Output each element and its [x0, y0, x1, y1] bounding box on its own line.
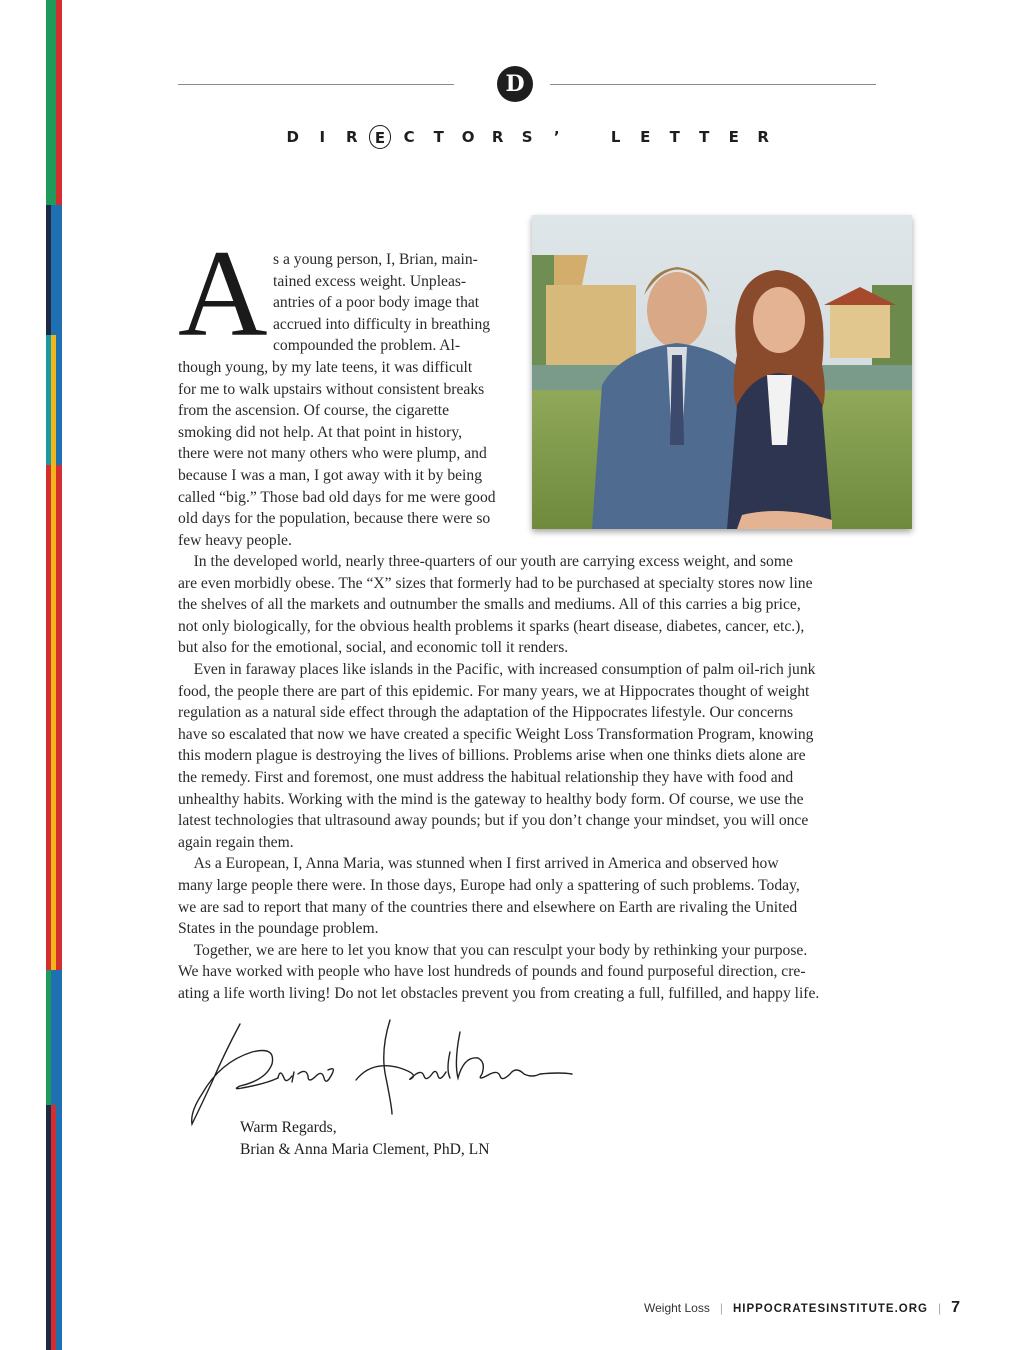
text-line: ating a life worth living! Do not let obstacles prevent you from creating a full, fulfilled, and happy life.: [178, 984, 820, 1002]
text-line: antries of a poor body image that: [273, 294, 480, 312]
section-title-letter: R: [491, 128, 504, 146]
text-line: the shelves of all the markets and outnumber the smalls and mediums. All of this carries a big price,: [178, 596, 801, 614]
text-line: smoking did not help. At that point in history,: [178, 423, 463, 441]
text-line: again regain them.: [178, 833, 294, 851]
section-badge: D: [497, 66, 533, 102]
text-line: latest technologies that ultrasound away pounds; but if you don’t change your mindset, you will once: [178, 812, 809, 830]
text-line: In the developed world, nearly three-quarters of our youth are carrying excess weight, and some: [178, 553, 793, 570]
intro-paragraph-wrapped: [273, 249, 513, 357]
body-paragraphs: [178, 551, 838, 1004]
section-title-letter: R: [757, 128, 769, 146]
section-title-letter: E: [369, 125, 392, 149]
text-line: food, the people there are part of this epidemic. For many years, we at Hippocrates thought of weight: [178, 682, 810, 700]
text-line: though young, by my late teens, it was difficult: [178, 359, 473, 376]
text-line: accrued into difficulty in breathing: [273, 315, 491, 333]
drop-cap: A: [178, 225, 268, 362]
signoff-names: Brian & Anna Maria Clement, PhD, LN: [240, 1141, 490, 1158]
directors-photo: [532, 215, 912, 529]
page-footer: [640, 1299, 960, 1319]
text-line: for me to walk upstairs without consistent breaks: [178, 380, 485, 398]
text-line: not only biologically, for the obvious health problems it sparks (heart disease, diabetes, cancer, etc.),: [178, 617, 805, 635]
section-title-letter: L: [610, 128, 621, 146]
section-title-letter: T: [433, 128, 444, 146]
signoff-greeting: Warm Regards,: [240, 1119, 337, 1136]
section-title-letter: C: [403, 128, 415, 146]
section-title-letter: ’: [553, 128, 560, 146]
section-title-letter: O: [461, 128, 475, 146]
section-title-letter: R: [345, 128, 358, 146]
intro-paragraph-continued: [178, 357, 518, 551]
footer-website-link[interactable]: HIPPOCRATESINSTITUTE.ORG: [732, 1303, 928, 1315]
text-line: have so escalated that now we have created a specific Weight Loss Transformation Program, knowing: [178, 725, 814, 743]
text-line: we are sad to report that many of the countries there and elsewhere on Earth are rivaling the United: [178, 898, 798, 916]
text-line: unhealthy habits. Working with the mind is the gateway to healthy body form. Of course, we use the: [178, 790, 804, 808]
text-line: Together, we are here to let you know that you can resculpt your body by rethinking your purpose.: [178, 941, 808, 959]
section-title-letter: E: [640, 128, 651, 146]
stripe-inner: [56, 0, 62, 1350]
text-line: are even morbidly obese. The “X” sizes that formerly had to be purchased at specialty stores now line: [178, 574, 813, 592]
text-line: but also for the emotional, social, and economic toll it renders.: [178, 639, 569, 657]
text-line: many large people there were. In those days, Europe had only a spattering of such problems. Today,: [178, 876, 800, 894]
text-line: few heavy people.: [178, 531, 292, 549]
section-title-letter: E: [728, 128, 739, 146]
footer-separator: |: [937, 1301, 942, 1315]
section-title-letter: T: [699, 128, 710, 146]
text-line: the remedy. First and foremost, one must address the habitual relationship they have with food and: [178, 768, 794, 786]
handwritten-signature: [180, 1012, 580, 1130]
header-rule-left: [178, 84, 454, 85]
text-line: called “big.” Those bad old days for me were good: [178, 488, 496, 506]
text-line: there were not many others who were plump, and: [178, 445, 487, 463]
text-line: this modern plague is destroying the lives of billions. Problems arise when one thinks diets alone are: [178, 747, 806, 765]
section-title-letter: T: [669, 128, 680, 146]
footer-section-name: Weight Loss: [644, 1301, 710, 1315]
footer-separator: |: [719, 1301, 723, 1315]
text-line: regulation as a natural side effect through the adaptation of the Hippocrates lifestyle. Our concerns: [178, 704, 794, 722]
text-line: old days for the population, because there were so: [178, 510, 491, 528]
decorative-side-stripes: [46, 0, 62, 1350]
section-title-letter: D: [286, 128, 299, 146]
signoff: [240, 1117, 489, 1161]
text-line: from the ascension. Of course, the cigarette: [178, 402, 450, 420]
text-line: States in the poundage problem.: [178, 920, 379, 938]
text-line: s a young person, I, Brian, main-: [273, 251, 478, 268]
text-line: We have worked with people who have lost hundreds of pounds and found purposeful direction, cre-: [178, 963, 806, 981]
section-title: [278, 124, 778, 150]
section-title-letter: [571, 128, 601, 146]
text-line: because I was a man, I got away with it by being: [178, 466, 482, 484]
header-rule-right: [550, 84, 876, 85]
section-title-letter: I: [319, 128, 326, 146]
text-line: As a European, I, Anna Maria, was stunned when I first arrived in America and observed how: [178, 855, 779, 873]
text-line: Even in faraway places like islands in the Pacific, with increased consumption of palm oil-rich junk: [178, 660, 816, 678]
page-number: 7: [951, 1299, 960, 1316]
section-title-letter: S: [521, 128, 533, 146]
text-line: compounded the problem. Al-: [273, 337, 461, 355]
text-line: tained excess weight. Unpleas-: [273, 272, 467, 290]
